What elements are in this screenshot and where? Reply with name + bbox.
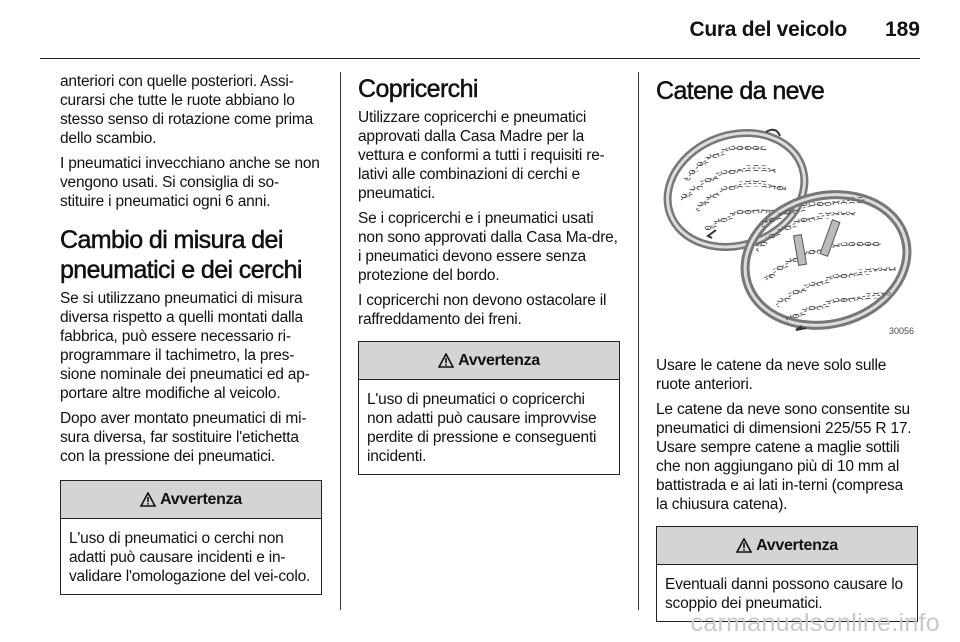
page-number: 189 bbox=[884, 18, 920, 41]
watermark: carmanualsonline.info bbox=[690, 609, 940, 637]
warning-text: Eventuali danni possono causare lo scoppio dei pneumatici. bbox=[665, 576, 903, 612]
warning-label: Avvertenza bbox=[160, 490, 242, 508]
paragraph: Usare le catene da neve solo sulle ruote anteriori. bbox=[656, 357, 887, 393]
snow-chains-illustration bbox=[656, 120, 918, 338]
header-rule bbox=[40, 58, 920, 59]
warning-triangle-icon bbox=[438, 353, 454, 368]
column-divider-1 bbox=[340, 72, 341, 610]
paragraph: Se i copricerchi e i pneumatici usati non sono approvati dalla Casa Ma-dre, i pneumatici devono essere senza protezione del bordo. bbox=[358, 210, 618, 284]
column-2 bbox=[358, 72, 620, 475]
column-divider-2 bbox=[638, 72, 639, 610]
section-heading: Copricerchi bbox=[358, 75, 478, 103]
warning-header bbox=[61, 481, 321, 519]
warning-box bbox=[358, 341, 620, 475]
snow-chain-drawing bbox=[656, 120, 918, 338]
warning-header bbox=[359, 342, 619, 380]
page-header bbox=[690, 18, 920, 42]
warning-triangle-icon bbox=[736, 538, 752, 553]
figure-code: 30056 bbox=[888, 326, 914, 336]
warning-text: L'uso di pneumatici o copricerchi non adatti può causare improvvise perdite di pressione e conseguenti incidenti. bbox=[367, 391, 597, 465]
paragraph: I copricerchi non devono ostacolare il raffreddamento dei freni. bbox=[358, 292, 607, 328]
section-title: Cura del veicolo bbox=[689, 18, 847, 41]
section-heading: Catene da neve bbox=[656, 77, 825, 105]
column-3 bbox=[656, 72, 918, 622]
paragraph: I pneumatici invecchiano anche se non vengono usati. Si consiglia di so-stituire i pneumatici ogni 6 anni. bbox=[60, 155, 320, 210]
paragraph: Utilizzare copricerchi e pneumatici approvati dalla Casa Madre per la vettura e conformi a tutti i requisiti re-lativi alle combinazioni di cerchi e pneumatici. bbox=[358, 109, 605, 202]
warning-box bbox=[60, 480, 322, 595]
section-heading: Cambio di misura dei pneumatici e dei cerchi bbox=[60, 226, 302, 284]
paragraph: Se si utilizzano pneumatici di misura diversa rispetto a quelli montati dalla fabbrica, può essere necessario ri-programmare il tachimetro, la pres-sione nominale dei pneumatici ed ap-portare altre modifiche al veicolo. bbox=[60, 290, 310, 402]
paragraph: Le catene da neve sono consentite su pneumatici di dimensioni 225/55 R 17. Usare sempre catene a maglie sottili che non aggiungano più di 10 mm al battistrada e ai lati in-terni (compresa la chiusura catena). bbox=[656, 401, 912, 513]
column-1 bbox=[60, 72, 322, 595]
warning-header bbox=[657, 527, 917, 565]
warning-label: Avvertenza bbox=[458, 351, 540, 369]
warning-body bbox=[61, 519, 321, 594]
paragraph: Dopo aver montato pneumatici di mi-sura diversa, far sostituire l'etichetta con la pressione dei pneumatici. bbox=[60, 410, 307, 465]
paragraph: anteriori con quelle posteriori. Assi-curarsi che tutte le ruote abbiano lo stesso senso di rotazione come prima dello scambio. bbox=[60, 73, 313, 147]
warning-box bbox=[656, 526, 918, 622]
warning-triangle-icon bbox=[140, 492, 156, 507]
warning-text: L'uso di pneumatici o cerchi non adatti può causare incidenti e in-validare l'omologazione del vei-colo. bbox=[69, 530, 311, 585]
warning-body bbox=[359, 380, 619, 474]
warning-label: Avvertenza bbox=[756, 536, 838, 554]
